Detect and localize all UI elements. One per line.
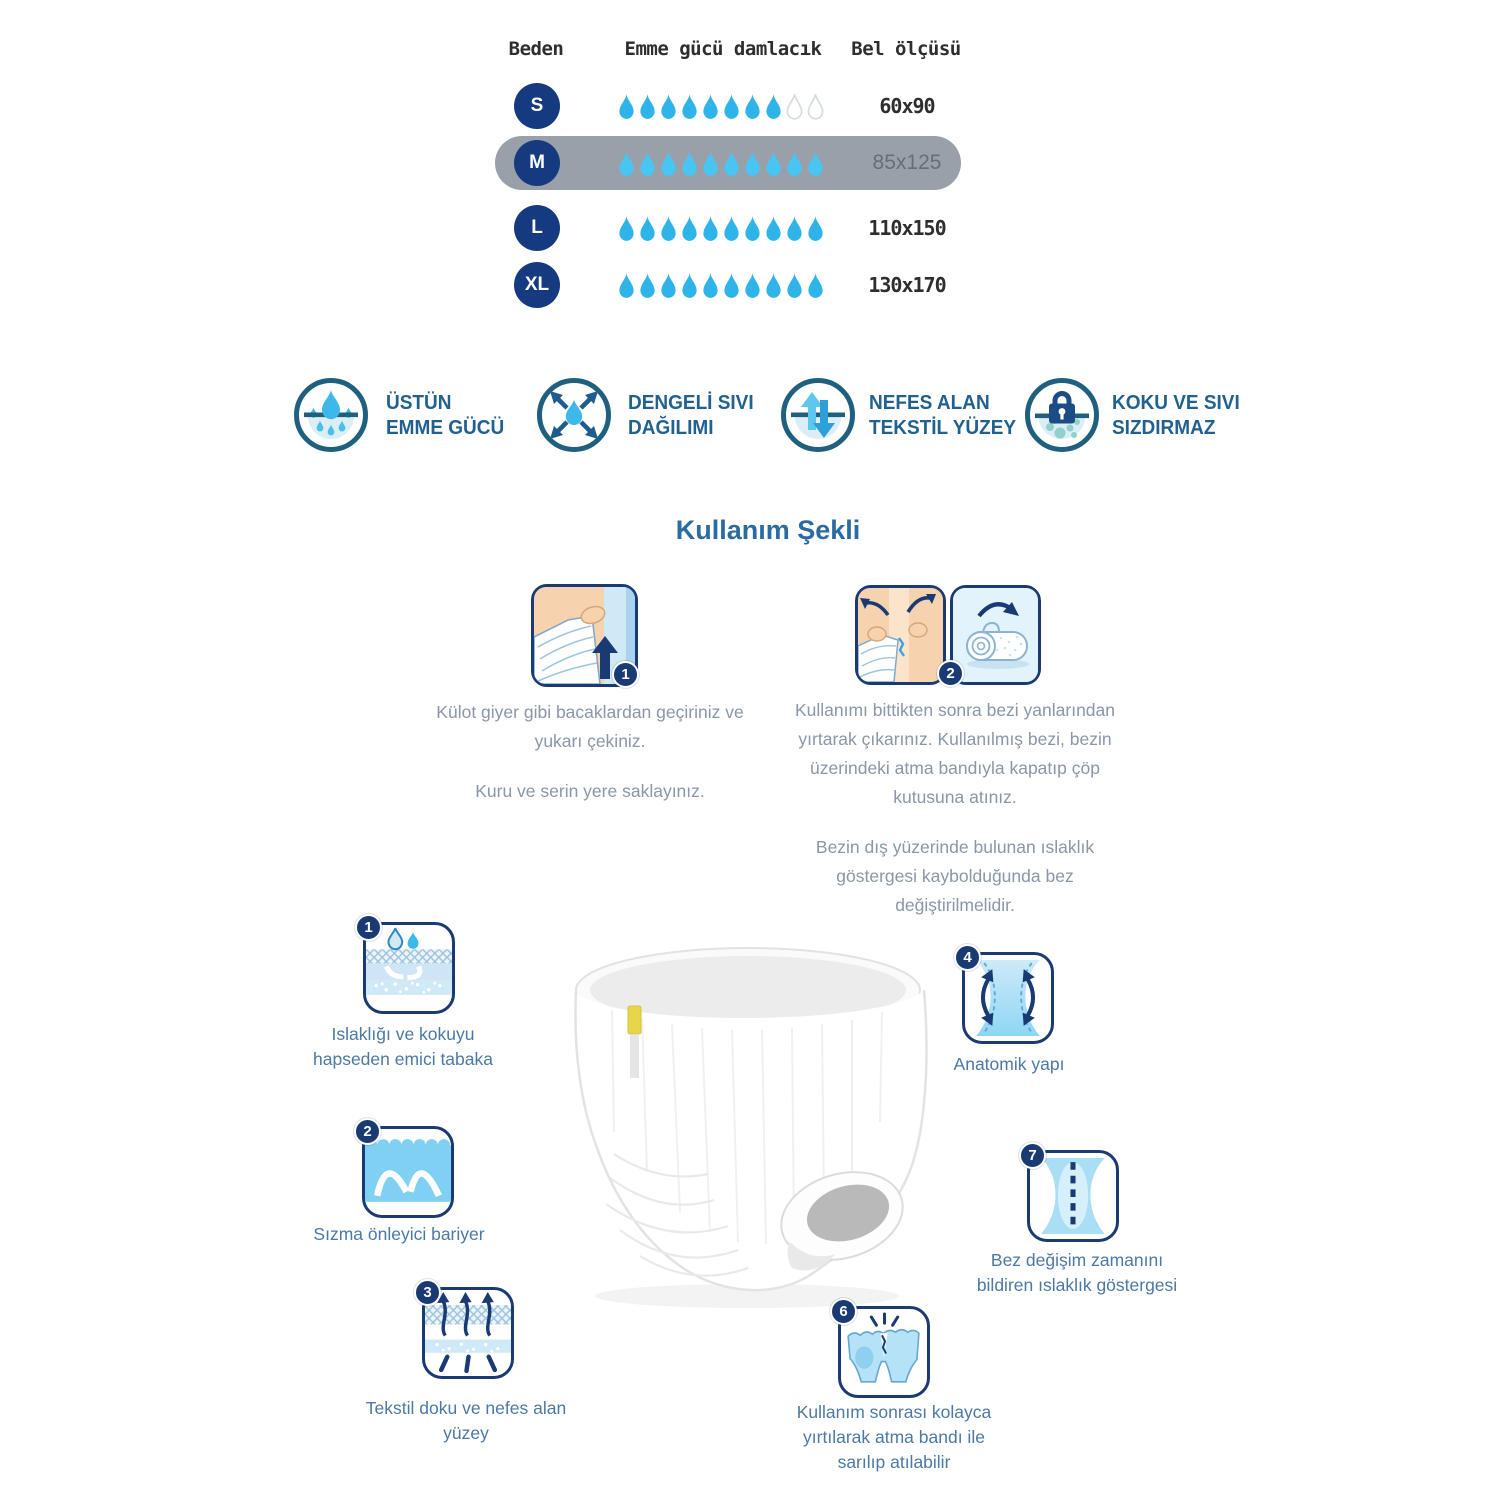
droplet-icon <box>617 150 636 177</box>
step-paragraph: Külot giyer gibi bacaklardan geçiriniz ve yukarı çekiniz. <box>436 702 744 751</box>
callout-caption: Islaklığı ve kokuyu hapseden emici tabaka <box>313 1024 493 1069</box>
waist-value: 110x150 <box>868 216 946 240</box>
droplet-icon <box>701 215 720 242</box>
droplet-icon <box>806 215 825 242</box>
product-photo <box>552 932 954 1314</box>
distribution-icon <box>537 378 611 452</box>
droplet-icon <box>638 93 657 120</box>
size-badge-s: S <box>514 83 560 129</box>
step-paragraph: Kuru ve serin yere saklayınız. <box>475 781 705 801</box>
droplet-icon <box>785 215 804 242</box>
absorbency-droplets <box>617 215 825 242</box>
callout-number-badge: 1 <box>355 914 382 941</box>
textile-surface-icon <box>425 1290 511 1376</box>
droplet-icon <box>638 215 657 242</box>
droplet-icon <box>722 215 741 242</box>
feature-label-line: SIZDIRMAZ <box>1112 417 1216 439</box>
breathable-icon <box>781 378 855 452</box>
rolled-diaper-icon <box>953 588 1038 682</box>
table-row-size-s <box>0 83 1500 129</box>
feature-label-odor-lock <box>1112 391 1240 441</box>
waist-value: 60x90 <box>879 94 935 118</box>
absorbency-droplets <box>617 272 825 299</box>
droplet-icon <box>806 93 825 120</box>
callout-number-badge: 2 <box>354 1118 381 1145</box>
absorbency-droplets <box>617 150 825 177</box>
usage-step2-tear-illustration <box>855 585 946 685</box>
droplet-icon <box>617 215 636 242</box>
callout-number-badge: 4 <box>954 944 981 971</box>
droplet-icon <box>785 272 804 299</box>
wetness-indicator-strip <box>628 1006 641 1034</box>
size-badge-l: L <box>514 205 560 251</box>
droplet-icon <box>659 215 678 242</box>
absorbent-layer-icon <box>366 925 452 1011</box>
column-header-absorbency: Emme gücü damlacık <box>624 38 822 60</box>
droplet-icon <box>722 93 741 120</box>
wetness-indicator-icon <box>1030 1153 1116 1239</box>
feature-label-absorbency <box>386 391 504 441</box>
droplet-icon <box>617 272 636 299</box>
usage-step2-roll-illustration <box>946 585 1041 685</box>
droplet-icon <box>638 150 657 177</box>
feature-label-line: DAĞILIMI <box>628 417 714 439</box>
feature-label-line: KOKU VE SIVI <box>1112 392 1240 414</box>
size-badge-xl: XL <box>514 262 560 308</box>
droplet-icon <box>680 215 699 242</box>
droplet-icon <box>743 215 762 242</box>
droplet-icon <box>659 150 678 177</box>
anatomic-shape-icon <box>965 955 1051 1041</box>
usage-step1-text <box>423 698 757 827</box>
droplet-icon <box>764 93 783 120</box>
callout-leak-barrier <box>362 1123 454 1218</box>
column-header-size: Beden <box>508 38 564 60</box>
droplet-icon <box>785 93 804 120</box>
callout-absorbent-layer <box>363 919 455 1014</box>
column-header-waist: Bel ölçüsü <box>851 38 961 60</box>
usage-step1-illustration <box>531 584 638 687</box>
feature-label-line: EMME GÜCÜ <box>386 417 505 439</box>
droplet-icon <box>743 272 762 299</box>
step-paragraph: Bezin dış yüzerinde bulunan ıslaklık göstergesi kaybolduğunda bez değiştirilmelidir. <box>815 837 1095 915</box>
step-number-badge: 2 <box>937 660 964 687</box>
droplet-icon <box>743 93 762 120</box>
table-row-size-m <box>0 140 1500 186</box>
tear-disposal-icon <box>841 1309 927 1395</box>
droplet-icon <box>722 272 741 299</box>
leak-barrier-icon <box>365 1129 451 1215</box>
feature-label-line: DENGELİ SIVI <box>628 392 754 414</box>
usage-step2-text <box>786 696 1124 941</box>
feature-label-distribution <box>628 391 754 441</box>
callout-number-badge: 6 <box>830 1298 857 1325</box>
feature-label-breathable <box>869 391 1016 441</box>
callout-wetness-indicator <box>1027 1147 1119 1242</box>
feature-label-line: NEFES ALAN <box>869 392 990 414</box>
callout-tear-disposal <box>838 1303 930 1398</box>
droplet-icon <box>764 215 783 242</box>
droplet-icon <box>764 272 783 299</box>
droplet-icon <box>659 93 678 120</box>
absorbency-icon <box>294 378 368 452</box>
step-number-badge: 1 <box>612 661 639 688</box>
waist-value: 85x125 <box>872 151 942 174</box>
droplet-icon <box>617 93 636 120</box>
callout-number-badge: 3 <box>414 1279 441 1306</box>
waist-value: 130x170 <box>868 273 946 297</box>
tear-sides-icon <box>858 588 943 682</box>
absorbency-droplets <box>617 93 825 120</box>
droplet-icon <box>743 150 762 177</box>
feature-label-line: ÜSTÜN <box>386 392 452 414</box>
droplet-icon <box>785 150 804 177</box>
table-row-size-l <box>0 205 1500 251</box>
droplet-icon <box>806 150 825 177</box>
droplet-icon <box>806 272 825 299</box>
droplet-icon <box>701 150 720 177</box>
callout-caption: Kullanım sonrası kolayca yırtılarak atma bandı ile sarılıp atılabilir <box>796 1402 992 1472</box>
droplet-icon <box>638 272 657 299</box>
callout-anatomic-shape <box>962 949 1054 1044</box>
callout-textile-surface <box>422 1284 514 1379</box>
callout-caption: Sızma önleyici bariyer <box>313 1224 485 1244</box>
odor-lock-icon <box>1025 378 1099 452</box>
droplet-icon <box>680 93 699 120</box>
step-paragraph: Kullanımı bittikten sonra bezi yanlarından yırtarak çıkarınız. Kullanılmış bezi, bezin üzerindeki atma bandıyla kapatıp çöp kutusuna atınız. <box>794 700 1116 807</box>
droplet-icon <box>659 272 678 299</box>
usage-section-title: Kullanım Şekli <box>675 515 861 545</box>
callout-caption: Tekstil doku ve nefes alan yüzey <box>365 1398 567 1443</box>
droplet-icon <box>680 150 699 177</box>
droplet-icon <box>680 272 699 299</box>
callout-number-badge: 7 <box>1019 1142 1046 1169</box>
feature-label-line: TEKSTİL YÜZEY <box>869 417 1017 439</box>
table-row-size-xl <box>0 262 1500 308</box>
droplet-icon <box>701 272 720 299</box>
droplet-icon <box>701 93 720 120</box>
callout-caption: Bez değişim zamanını bildiren ıslaklık göstergesi <box>976 1250 1178 1295</box>
droplet-icon <box>722 150 741 177</box>
size-badge-m: M <box>514 140 560 186</box>
droplet-icon <box>764 150 783 177</box>
callout-caption: Anatomik yapı <box>953 1054 1065 1074</box>
